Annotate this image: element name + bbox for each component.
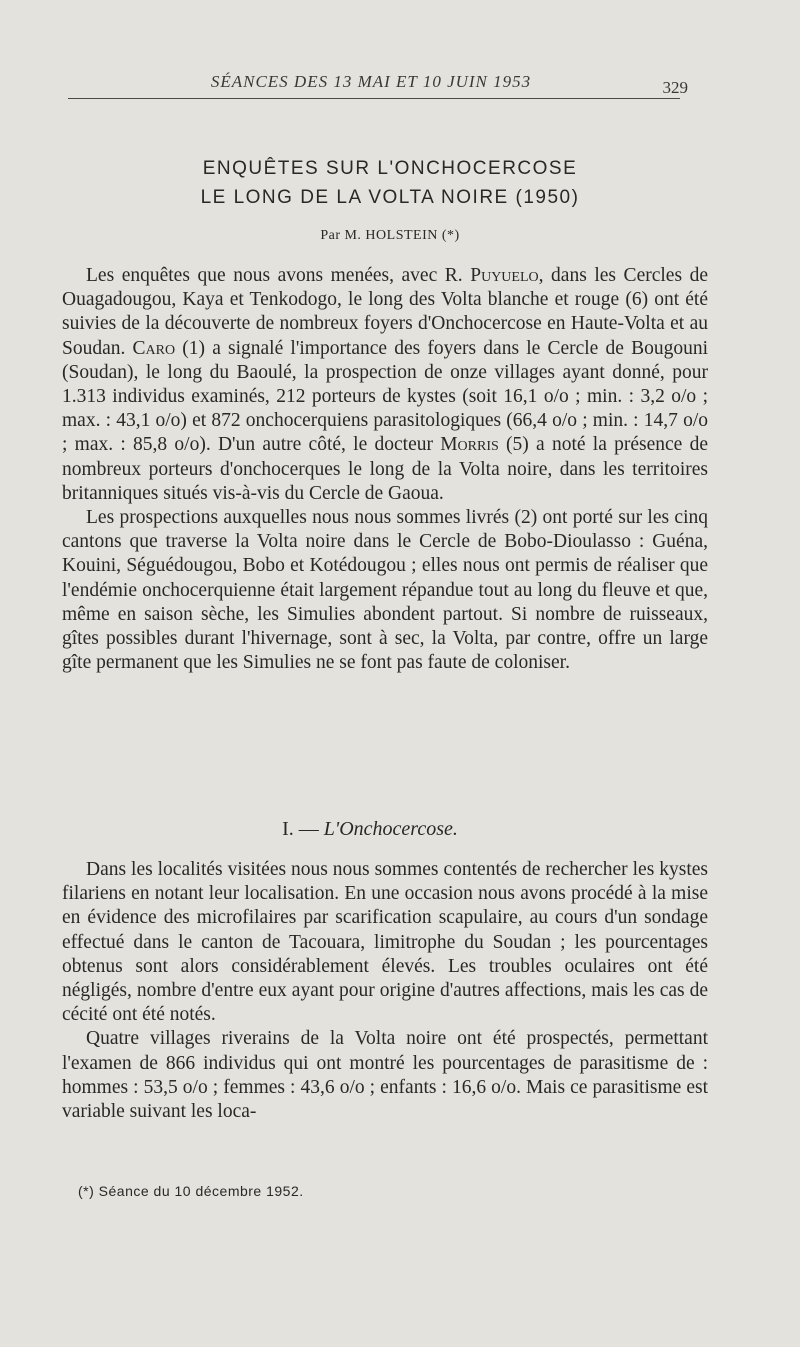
author-name-caro: Caro (132, 337, 176, 359)
section-1-body (62, 858, 708, 1124)
text-run: (1) a signalé l'importance des foyers dans le Cercle de Bougouni (Soudan), le long du Baoulé, la prospection de onze villages ayant donné, pour 1.313 individus examinés, 212 porteurs de kystes (soit 16,1 o/o ; min. : 3,2 o/o ; max. : 43,1 o/o) et 872 onchocerquiens parasitologiques (66,4 o/o ; min. : 14,7 o/o ; max. : 85,8 o/o). D'un autre côté, le docteur (62, 337, 708, 456)
author-name-puyuelo: Puyuelo (470, 265, 539, 286)
header-rule (68, 98, 680, 99)
author-name-morris: Morris (440, 434, 499, 456)
text-run: Les enquêtes que nous avons menées, avec R. (86, 265, 471, 286)
author-line: Par M. HOLSTEIN (*) (320, 228, 460, 243)
footnote: (*) Séance du 10 décembre 1952. (78, 1183, 304, 1199)
page-number: 329 (662, 78, 688, 97)
intro-paragraph-1 (62, 264, 708, 506)
section-heading (60, 818, 680, 841)
article-title-line-1: ENQUÊTES SUR L'ONCHOCERCOSE (202, 158, 578, 179)
running-header: SÉANCES DES 13 MAI ET 10 JUIN 1953 (210, 72, 532, 91)
text-run: , dans les Cercles de Ouagadougou, Kaya et Tenkodogo, le long des Volta blanche et rouge (6) ont été suivies de la découverte de nombreux foyers d'Onchocercose en Haute-Volta et au Soudan. (62, 265, 708, 359)
intro-section (62, 264, 708, 675)
text-run: (5) a noté la présence de nombreux porteurs d'onchocerques le long de la Volta noire, dans les territoires britanniques situés vis-à-vis du Cercle de Gaoua. (62, 434, 708, 504)
section-title: L'Onchocercose. (323, 818, 458, 840)
section-1-paragraph-1: Dans les localités visitées nous nous sommes contentés de rechercher les kystes filariens en notant leur localisation. En une occasion nous avons procédé à la mise en évidence des microfilaires par scarification scapulaire, au cours d'un sondage effectué dans le canton de Tacouara, limitrophe du Soudan ; les pourcentages obtenus sont alors considérablement élevés. Les troubles oculaires ont été négligés, nombre d'entre eux ayant pour origine d'autres affections, mais les cas de cécité ont été notés. (62, 859, 708, 1026)
section-number: I. — (282, 818, 324, 840)
intro-paragraph-2: Les prospections auxquelles nous nous sommes livrés (2) ont porté sur les cinq cantons que traverse la Volta noire dans le Cercle de Bobo-Dioulasso : Guéna, Kouini, Séguédougou, Bobo et Kotédougou ; elles nous ont permis de réaliser que l'endémie onchocerquienne était largement répandue tout au long du fleuve et que, même en saison sèche, les Simulies abondent partout. Si nombre de ruisseaux, gîtes possibles durant l'hivernage, sont à sec, la Volta, par contre, offre un large gîte permanent que les Simulies ne se font pas faute de coloniser. (62, 507, 708, 674)
section-1-paragraph-2: Quatre villages riverains de la Volta noire ont été prospectés, permettant l'examen de 866 individus qui ont montré les pourcentages de parasitisme de : hommes : 53,5 o/o ; femmes : 43,6 o/o ; enfants : 16,6 o/o. Mais ce parasitisme est variable suivant les loca- (62, 1028, 708, 1123)
article-title-line-2: LE LONG DE LA VOLTA NOIRE (1950) (200, 187, 580, 208)
